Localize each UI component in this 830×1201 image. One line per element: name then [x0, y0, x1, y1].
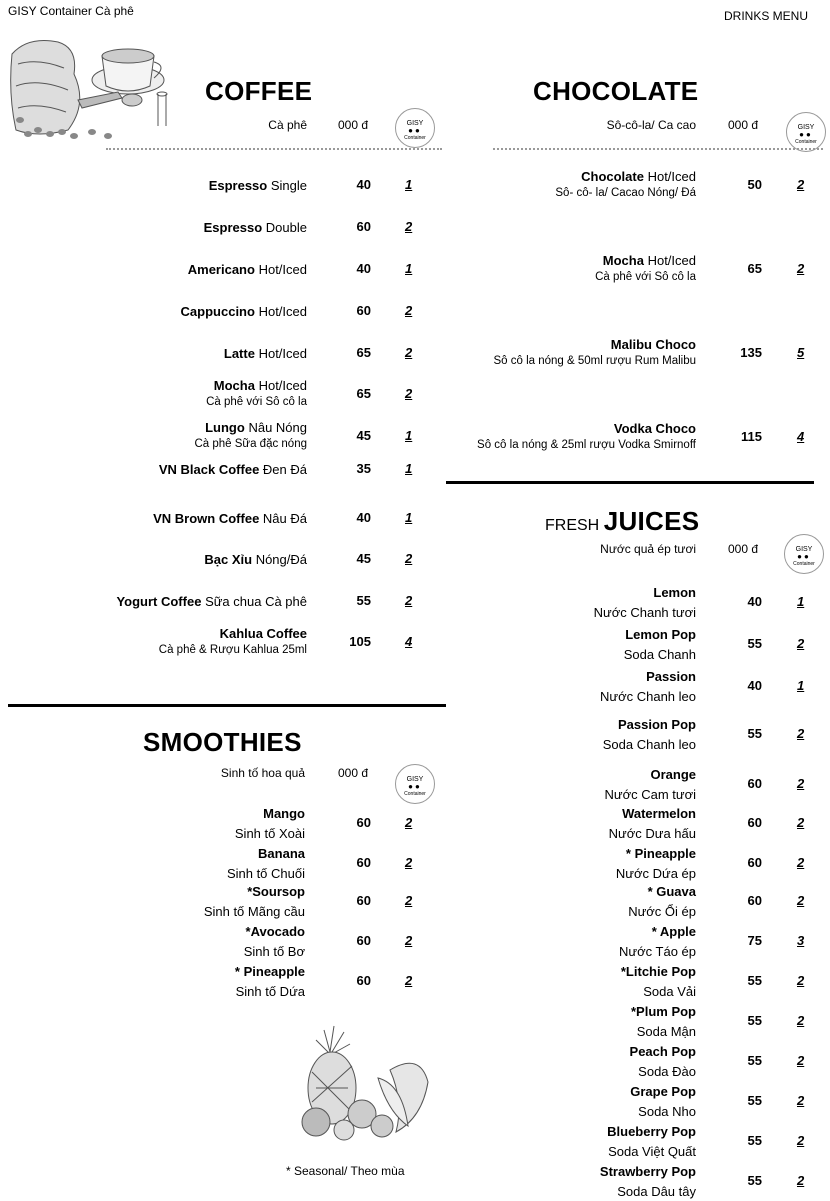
item-code: 4	[405, 634, 413, 649]
item-description: Sô cô la nóng & 25ml rượu Vodka Smirnoff	[477, 439, 696, 451]
gisy-logo: GISY ●● Container	[784, 534, 824, 574]
item-code: 2	[797, 726, 805, 741]
item-price: 40	[356, 177, 371, 192]
item-price: 60	[747, 855, 762, 870]
item-title: Cappuccino	[180, 304, 255, 319]
item-code: 1	[405, 510, 413, 525]
chocolate-currency: 000 đ	[728, 118, 759, 132]
seasonal-footnote: * Seasonal/ Theo mùa	[286, 1164, 405, 1178]
item-variant: Hot/Iced	[258, 346, 307, 361]
item-price: 135	[740, 345, 762, 360]
item-code: 1	[797, 678, 805, 693]
item-code: 2	[405, 973, 413, 988]
item-price: 60	[356, 219, 371, 234]
item-variant: Nâu Đá	[262, 511, 307, 526]
item-code: 5	[797, 345, 805, 360]
item-name	[204, 219, 307, 237]
item-title: Banana	[258, 846, 305, 861]
coffee-divider	[106, 148, 442, 150]
item-title: * Pineapple	[234, 964, 305, 979]
item-description: Soda Dâu tây	[617, 1184, 696, 1199]
item-title: Passion	[646, 669, 696, 684]
item-code: 2	[405, 219, 413, 234]
chocolate-title: CHOCOLATE	[533, 76, 699, 106]
item-price: 40	[747, 594, 762, 609]
item-description: Cà phê với Sô cô la	[595, 271, 696, 283]
item-name	[224, 345, 307, 363]
gisy-logo: GISY ●● Container	[786, 112, 826, 152]
smoothies-title: SMOOTHIES	[143, 727, 302, 757]
item-price: 60	[747, 815, 762, 830]
item-name	[611, 336, 696, 354]
item-price: 60	[356, 973, 371, 988]
item-title: Espresso	[208, 178, 268, 193]
item-name	[607, 1123, 696, 1141]
item-title: Mocha	[213, 378, 255, 393]
item-title: Kahlua Coffee	[219, 626, 307, 641]
item-code: 2	[797, 815, 805, 830]
item-title: Vodka Choco	[613, 421, 696, 436]
item-code: 2	[797, 776, 805, 791]
item-name	[204, 551, 307, 569]
item-title: Strawberry Pop	[599, 1164, 696, 1179]
item-code: 1	[405, 177, 413, 192]
item-title: Mango	[263, 806, 305, 821]
item-code: 2	[797, 1013, 805, 1028]
item-code: 2	[797, 1093, 805, 1108]
smoothies-currency: 000 đ	[338, 766, 369, 780]
coffee-currency: 000 đ	[338, 118, 369, 132]
item-code: 1	[797, 594, 805, 609]
juices-title-prefix: FRESH	[545, 517, 600, 534]
item-variant: Single	[270, 178, 307, 193]
item-title: Orange	[650, 767, 696, 782]
item-title: Americano	[187, 262, 255, 277]
item-title: Lemon Pop	[625, 627, 696, 642]
item-title: Passion Pop	[617, 717, 696, 732]
item-code: 2	[797, 1053, 805, 1068]
item-name	[631, 1003, 696, 1021]
item-variant: Hot/Iced	[258, 378, 307, 393]
item-price: 60	[356, 893, 371, 908]
item-code: 2	[797, 1133, 805, 1148]
item-description: Sô cô la nóng & 50ml rượu Rum Malibu	[493, 355, 696, 367]
item-name	[622, 805, 696, 823]
item-name	[235, 963, 305, 981]
section-divider	[446, 481, 814, 484]
item-price: 105	[349, 634, 371, 649]
item-description: Sinh tố Xoài	[234, 826, 305, 841]
item-description: Soda Nho	[638, 1104, 696, 1119]
juices-title	[545, 506, 699, 537]
item-price: 65	[356, 386, 371, 401]
item-variant: Double	[265, 220, 307, 235]
item-code: 3	[797, 933, 805, 948]
item-price: 35	[356, 461, 371, 476]
item-price: 55	[747, 636, 762, 651]
item-price: 55	[747, 1053, 762, 1068]
item-variant: Nâu Nóng	[248, 420, 307, 435]
item-price: 55	[747, 1173, 762, 1188]
item-code: 2	[405, 303, 413, 318]
item-price: 60	[356, 303, 371, 318]
item-code: 2	[405, 855, 413, 870]
item-description: Cà phê với Sô cô la	[206, 396, 307, 408]
item-variant: Hot/Iced	[647, 253, 696, 268]
item-description: Soda Đào	[638, 1064, 696, 1079]
shop-name: GISY Container Cà phê	[8, 4, 134, 18]
item-code: 2	[797, 893, 805, 908]
item-name	[247, 883, 305, 901]
item-name	[581, 168, 696, 186]
coffee-title: COFFEE	[205, 76, 313, 106]
item-description: Nước Cam tươi	[604, 787, 696, 802]
item-name	[630, 1043, 696, 1061]
item-title: Mocha	[602, 253, 644, 268]
juices-subtitle: Nước quả ép tươi	[600, 542, 696, 556]
item-description: Sinh tố Dứa	[235, 984, 305, 999]
item-description: Cà phê & Rượu Kahlua 25ml	[158, 644, 307, 656]
item-name	[116, 593, 307, 611]
item-code: 1	[405, 261, 413, 276]
item-title: Chocolate	[581, 169, 644, 184]
item-name	[625, 626, 696, 644]
item-title: Blueberry Pop	[607, 1124, 696, 1139]
item-title: Watermelon	[622, 806, 696, 821]
item-name	[603, 252, 696, 270]
item-price: 60	[356, 855, 371, 870]
item-name	[630, 1083, 696, 1101]
item-code: 1	[405, 428, 413, 443]
item-title: *Plum Pop	[630, 1004, 696, 1019]
item-price: 40	[747, 678, 762, 693]
item-code: 4	[797, 429, 805, 444]
item-code: 2	[405, 386, 413, 401]
menu-label: DRINKS MENU	[724, 9, 809, 23]
item-description: Soda Việt Quất	[608, 1144, 696, 1159]
item-description: Nước Chanh tươi	[593, 605, 696, 620]
item-title: Latte	[223, 346, 255, 361]
item-name	[258, 845, 305, 863]
item-code: 1	[405, 461, 413, 476]
item-name	[246, 923, 305, 941]
item-description: Nước Dứa ép	[615, 866, 696, 881]
item-name	[626, 845, 696, 863]
item-description: Soda Mận	[636, 1024, 696, 1039]
item-title: Espresso	[203, 220, 263, 235]
item-code: 2	[405, 345, 413, 360]
item-name	[653, 584, 696, 602]
chocolate-divider	[493, 148, 823, 150]
item-title: Grape Pop	[630, 1084, 696, 1099]
item-title: Malibu Choco	[610, 337, 696, 352]
item-code: 2	[405, 933, 413, 948]
item-name	[600, 1163, 696, 1181]
item-variant: Hot/Iced	[647, 169, 696, 184]
item-name	[614, 420, 696, 438]
item-price: 55	[747, 1133, 762, 1148]
item-description: Sinh tố Mãng cầu	[203, 904, 305, 919]
item-price: 75	[747, 933, 762, 948]
item-name	[159, 461, 307, 479]
coffee-subtitle: Cà phê	[268, 118, 307, 132]
item-description: Nước Chanh leo	[600, 689, 696, 704]
item-name	[648, 883, 696, 901]
item-price: 50	[747, 177, 762, 192]
item-price: 55	[747, 726, 762, 741]
item-title: * Apple	[651, 924, 696, 939]
item-variant: Hot/Iced	[258, 304, 307, 319]
item-price: 65	[747, 261, 762, 276]
item-code: 2	[405, 593, 413, 608]
chocolate-subtitle: Sô-cô-la/ Ca cao	[606, 118, 696, 132]
item-price: 55	[747, 973, 762, 988]
item-title: * Pineapple	[625, 846, 696, 861]
fruit-illustration	[294, 1022, 434, 1144]
section-divider	[8, 704, 446, 707]
item-name	[220, 625, 307, 643]
item-description: Sô- cô- la/ Cacao Nóng/ Đá	[555, 187, 696, 199]
juices-title-main: JUICES	[603, 506, 700, 536]
item-code: 2	[797, 855, 805, 870]
item-code: 2	[797, 177, 805, 192]
item-title: *Litchie Pop	[620, 964, 696, 979]
gisy-logo: GISY ●● Container	[395, 108, 435, 148]
item-code: 2	[405, 551, 413, 566]
item-price: 55	[747, 1013, 762, 1028]
item-price: 45	[356, 428, 371, 443]
item-price: 55	[356, 593, 371, 608]
item-name	[214, 377, 307, 395]
item-name	[209, 177, 307, 195]
item-title: Lungo	[205, 420, 245, 435]
item-name	[646, 668, 696, 686]
smoothies-subtitle: Sinh tố hoa quả	[220, 766, 305, 780]
item-price: 65	[356, 345, 371, 360]
item-description: Nước Táo ép	[619, 944, 696, 959]
item-variant: Hot/Iced	[258, 262, 307, 277]
item-title: *Soursop	[247, 884, 305, 899]
item-title: *Avocado	[245, 924, 305, 939]
coffee-illustration	[8, 34, 170, 142]
item-name	[650, 766, 696, 784]
item-price: 40	[356, 510, 371, 525]
item-description: Soda Vải	[643, 984, 696, 999]
item-title: Peach Pop	[629, 1044, 696, 1059]
item-code: 2	[797, 261, 805, 276]
item-variant: Đen Đá	[262, 462, 307, 477]
item-name	[181, 303, 307, 321]
item-price: 60	[747, 776, 762, 791]
item-price: 60	[356, 933, 371, 948]
item-name	[153, 510, 307, 528]
item-price: 40	[356, 261, 371, 276]
item-code: 2	[405, 815, 413, 830]
item-name	[263, 805, 305, 823]
item-description: Soda Chanh leo	[602, 737, 696, 752]
item-code: 2	[797, 1173, 805, 1188]
item-code: 2	[797, 973, 805, 988]
item-price: 45	[356, 551, 371, 566]
item-name	[205, 419, 307, 437]
juices-currency: 000 đ	[728, 542, 759, 556]
item-name	[652, 923, 696, 941]
item-code: 2	[797, 636, 805, 651]
gisy-logo: GISY ●● Container	[395, 764, 435, 804]
item-title: * Guava	[647, 884, 696, 899]
item-description: Sinh tố Bơ	[243, 944, 305, 959]
item-description: Soda Chanh	[623, 647, 696, 662]
item-title: VN Brown Coffee	[153, 511, 260, 526]
item-name	[188, 261, 307, 279]
item-code: 2	[405, 893, 413, 908]
item-title: Bạc Xỉu	[204, 552, 253, 567]
item-price: 60	[747, 893, 762, 908]
item-description: Sinh tố Chuối	[226, 866, 305, 881]
item-title: Yogurt Coffee	[116, 594, 202, 609]
item-variant: Sữa chua Cà phê	[205, 594, 307, 609]
item-price: 60	[356, 815, 371, 830]
item-description: Nước Ổi ép	[628, 904, 696, 919]
item-description: Nước Dưa hấu	[608, 826, 696, 841]
item-price: 115	[741, 429, 762, 444]
item-title: VN Black Coffee	[158, 462, 260, 477]
item-price: 55	[747, 1093, 762, 1108]
item-name	[621, 963, 696, 981]
item-name	[618, 716, 696, 734]
item-title: Lemon	[653, 585, 696, 600]
item-variant: Nóng/Đá	[255, 552, 307, 567]
item-description: Cà phê Sữa đặc nóng	[194, 438, 307, 450]
